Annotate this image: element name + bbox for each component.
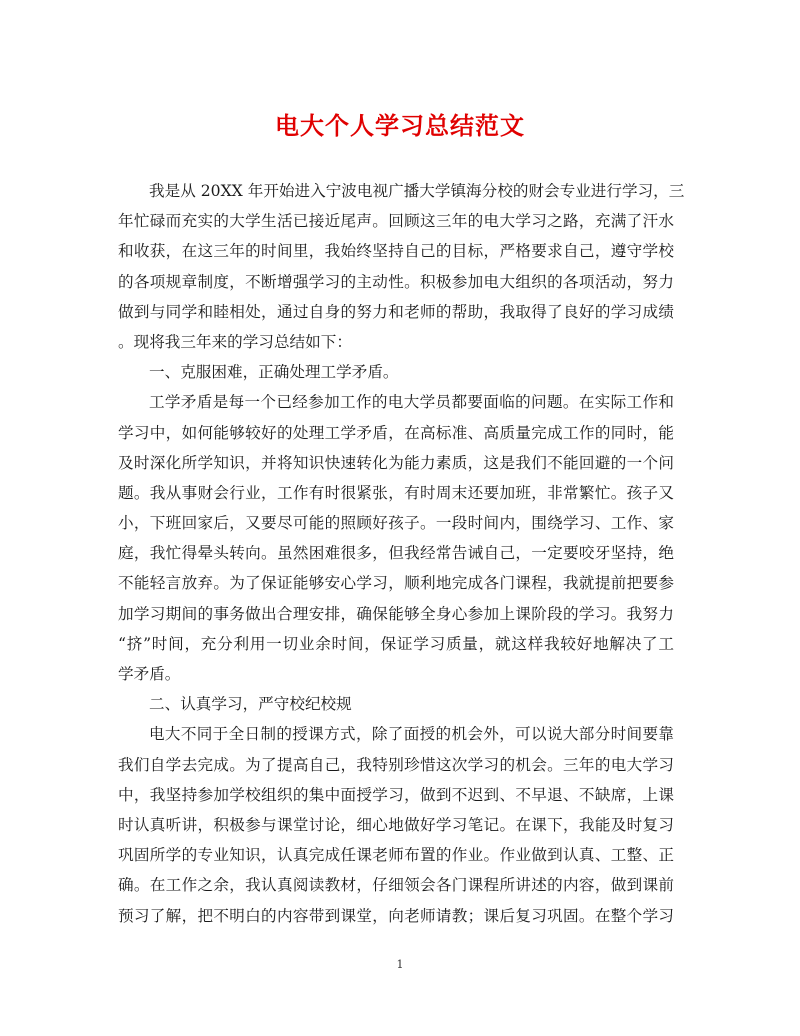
text-line: 庭，我忙得晕头转向。虽然困难很多，但我经常告诫自己，一定要咬牙坚持，绝 bbox=[118, 544, 674, 563]
text-line: 的各项规章制度，不断增强学习的主动性。积极参加电大组织的各项活动，努力 bbox=[118, 272, 674, 291]
text-line: 和收获，在这三年的时间里，我始终坚持自己的目标，严格要求自己，遵守学校 bbox=[118, 242, 674, 261]
text-line: 学习中，如何能够较好的处理工学矛盾，在高标准、高质量完成工作的同时，能 bbox=[118, 423, 674, 442]
text-line: 二、认真学习，严守校纪校规 bbox=[149, 695, 352, 714]
text-line: 学矛盾。 bbox=[118, 665, 181, 683]
text-line: 巩固所学的专业知识，认真完成任课老师布置的作业。作业做到认真、工整、正 bbox=[118, 846, 674, 865]
text-line: 预习了解，把不明白的内容带到课堂，向老师请教；课后复习巩固。在整个学习 bbox=[118, 906, 674, 925]
text-line: 年忙碌而充实的大学生活已接近尾声。回顾这三年的电大学习之路，充满了汗水 bbox=[118, 212, 674, 231]
text-line: 确。在工作之余，我认真阅读教材，仔细领会各门课程所讲述的内容，做到课前 bbox=[118, 876, 674, 895]
text-line: 不能轻言放弃。为了保证能够安心学习，顺利地完成各门课程，我就提前把要参 bbox=[118, 574, 674, 593]
text-line: “挤”时间，充分利用一切业余时间，保证学习质量，就这样我较好地解决了工 bbox=[118, 634, 674, 653]
text-line: 小，下班回家后，又要尽可能的照顾好孩子。一段时间内，围绕学习、工作、家 bbox=[118, 514, 674, 533]
text-line: 中，我坚持参加学校组织的集中面授学习，做到不迟到、不早退、不缺席，上课 bbox=[118, 785, 674, 804]
document-title: 电大个人学习总结范文 bbox=[275, 111, 525, 140]
text-line: 工学矛盾是每一个已经参加工作的电大学员都要面临的问题。在实际工作和 bbox=[149, 393, 674, 412]
text-line: 时认真听讲，积极参与课堂讨论，细心地做好学习笔记。在课下，我能及时复习 bbox=[118, 815, 674, 834]
text-line: 题。我从事财会行业，工作有时很紧张，有时周末还要加班，非常繁忙。孩子又 bbox=[118, 483, 674, 502]
text-line: 我们自学去完成。为了提高自己，我特别珍惜这次学习的机会。三年的电大学习 bbox=[118, 755, 674, 774]
text-line: 加学习期间的事务做出合理安排，确保能够全身心参加上课阶段的学习。我努力 bbox=[118, 604, 674, 623]
text-line: 。现将我三年来的学习总结如下： bbox=[118, 332, 352, 351]
page-number: 1 bbox=[396, 958, 404, 971]
text-line: 及时深化所学知识，并将知识快速转化为能力素质，这是我们不能回避的一个问 bbox=[118, 453, 674, 472]
text-line: 我是从 20XX 年开始进入宁波电视广播大学镇海分校的财会专业进行学习，三 bbox=[149, 182, 685, 200]
text-line: 做到与同学和睦相处，通过自身的努力和老师的帮助，我取得了良好的学习成绩 bbox=[118, 302, 674, 321]
text-line: 一、克服困难，正确处理工学矛盾。 bbox=[149, 363, 399, 382]
document-body bbox=[118, 176, 685, 931]
text-line: 电大不同于全日制的授课方式，除了面授的机会外，可以说大部分时间要靠 bbox=[149, 725, 674, 744]
